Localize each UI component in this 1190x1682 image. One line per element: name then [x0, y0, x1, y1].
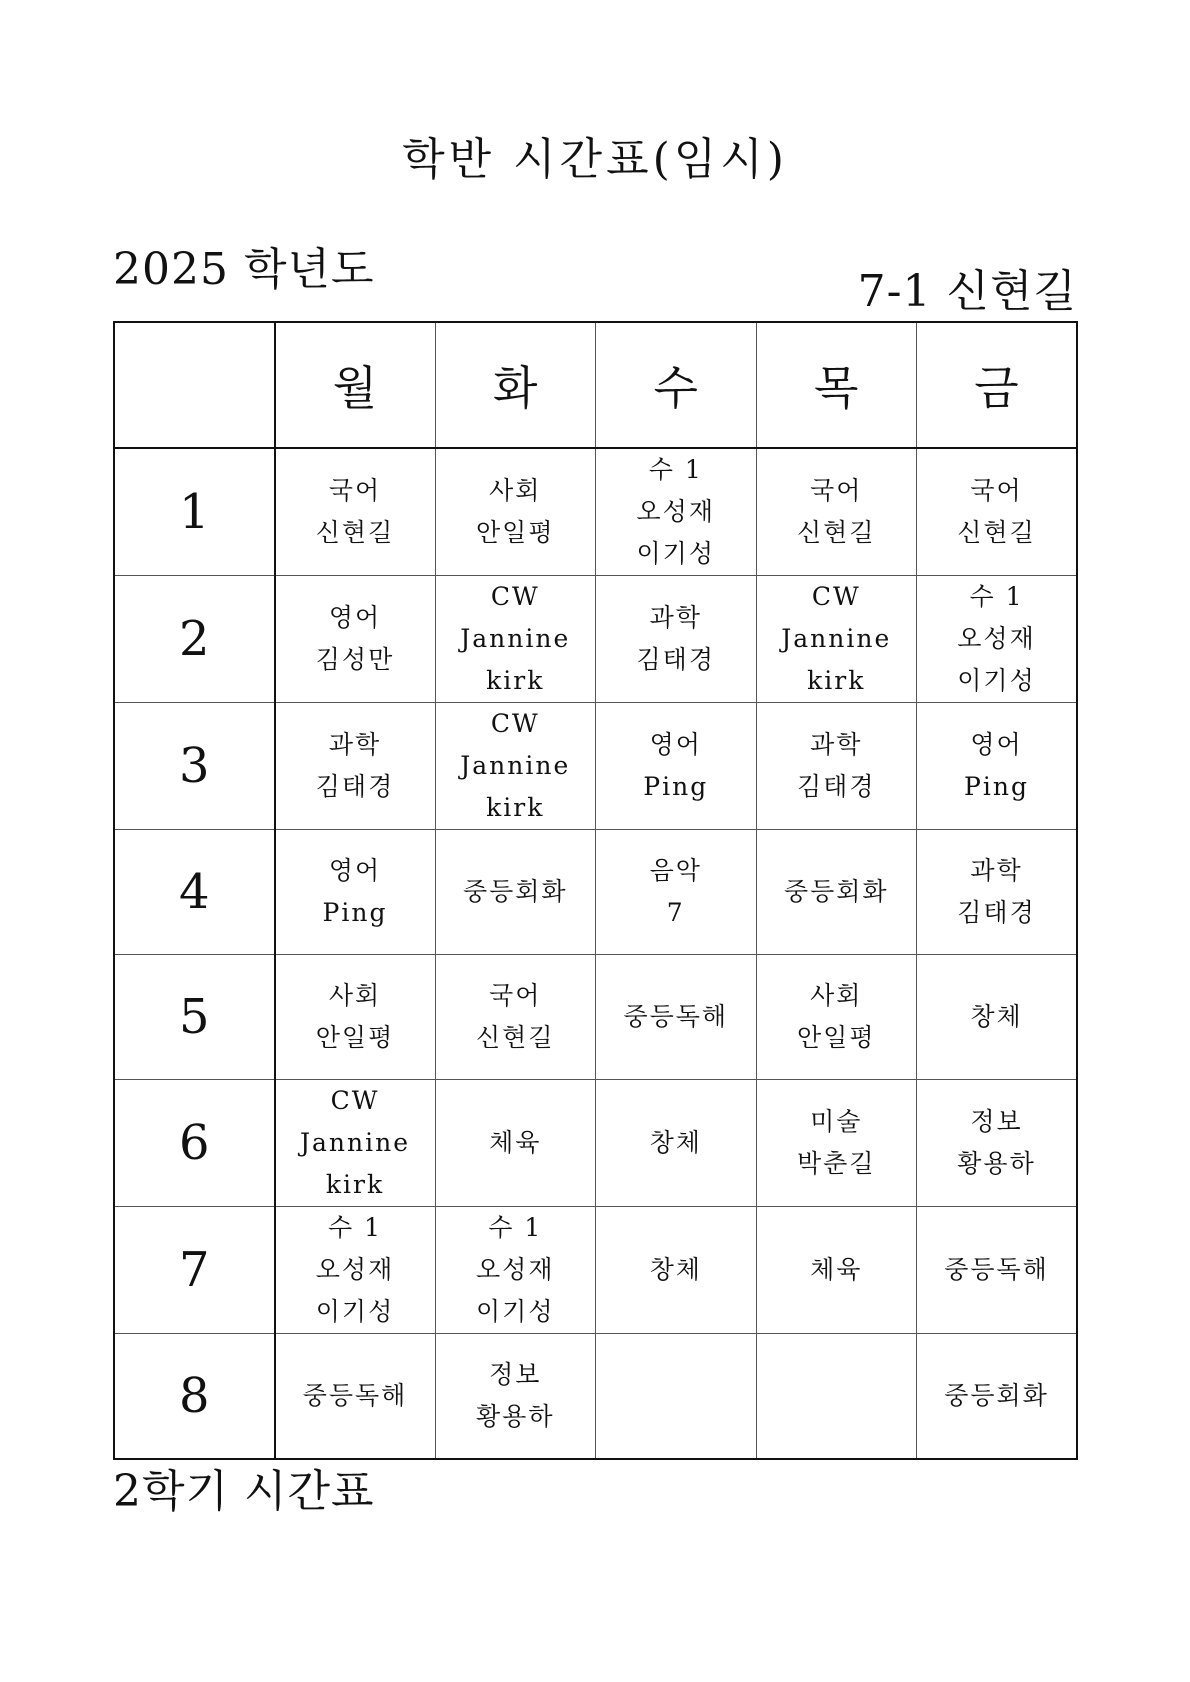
subject-label: 중등독해: [944, 1255, 1049, 1284]
class-cell: [917, 576, 1078, 703]
detail-label: Ping: [643, 772, 709, 801]
day-header: 화: [435, 322, 596, 448]
subject-label: 창체: [649, 1255, 702, 1284]
timetable-header-row: [114, 322, 1077, 448]
subject-label: 정보: [970, 1107, 1023, 1136]
subject-label: 사회: [489, 476, 542, 505]
subject-label: CW: [330, 1086, 380, 1115]
subject-label: 수 1: [327, 1213, 382, 1242]
subject-label: 국어: [810, 476, 863, 505]
class-cell: [917, 830, 1078, 955]
subject-label: 사회: [810, 981, 863, 1010]
detail-label: 오성재: [476, 1255, 555, 1284]
class-cell: [756, 955, 917, 1080]
detail-label: 황용하: [957, 1149, 1036, 1178]
detail-label: 7: [666, 898, 685, 927]
detail-label: 박춘길: [797, 1149, 876, 1178]
detail-label: Jannine: [460, 751, 571, 780]
class-cell: [596, 448, 757, 576]
subject-label: 중등회화: [783, 877, 889, 906]
period-row: [114, 1207, 1077, 1334]
detail-label: Ping: [964, 772, 1029, 801]
detail-label: 오성재: [315, 1255, 395, 1284]
period-row: [114, 703, 1077, 830]
subject-label: 영어: [970, 730, 1023, 759]
subject-label: CW: [811, 582, 861, 611]
period-number: 7: [114, 1207, 275, 1334]
detail-label: 김태경: [797, 772, 876, 801]
class-cell: [435, 1207, 596, 1334]
class-cell: [435, 955, 596, 1080]
class-cell: [596, 830, 757, 955]
detail-label: kirk: [807, 666, 866, 695]
subject-label: 수 1: [969, 582, 1024, 611]
period-number: 1: [114, 448, 275, 576]
subject-label: 수 1: [648, 455, 703, 484]
class-cell: [435, 703, 596, 830]
detail-label: Ping: [322, 898, 388, 927]
detail-label: 안일평: [315, 1023, 395, 1052]
subject-label: 체육: [489, 1128, 542, 1157]
subject-label: 영어: [649, 730, 702, 759]
class-cell: [756, 830, 917, 955]
detail-label: 이기성: [636, 539, 715, 568]
class-cell: [756, 448, 917, 576]
subject-label: 수 1: [488, 1213, 543, 1242]
period-number: 6: [114, 1080, 275, 1207]
period-number: 2: [114, 576, 275, 703]
detail-label: 이기성: [957, 666, 1036, 695]
detail-label: kirk: [486, 793, 545, 822]
document-title: 학반 시간표(임시): [402, 134, 788, 185]
detail-label: 김성만: [315, 645, 395, 674]
detail-label: 안일평: [797, 1023, 876, 1052]
detail-label: 신현길: [476, 1023, 555, 1052]
class-cell: [917, 1207, 1078, 1334]
subject-label: 체육: [810, 1255, 863, 1284]
class-cell: [596, 1207, 757, 1334]
subject-label: 국어: [489, 981, 542, 1010]
subject-label: 중등회화: [462, 877, 568, 906]
detail-label: Jannine: [460, 624, 571, 653]
subject-label: 과학: [649, 603, 702, 632]
detail-label: 신현길: [315, 518, 395, 547]
detail-label: kirk: [325, 1170, 385, 1199]
detail-label: 오성재: [636, 497, 715, 526]
class-cell: [435, 576, 596, 703]
class-cell: [275, 1080, 436, 1207]
subject-label: 영어: [328, 856, 382, 885]
class-cell: [275, 955, 436, 1080]
subject-label: 사회: [328, 981, 382, 1010]
subject-label: 영어: [328, 603, 382, 632]
detail-label: kirk: [486, 666, 545, 695]
class-cell: [917, 448, 1078, 576]
period-number: 8: [114, 1334, 275, 1460]
class-cell: [435, 1080, 596, 1207]
class-cell: [756, 576, 917, 703]
detail-label: Jannine: [781, 624, 892, 653]
class-cell: [435, 448, 596, 576]
detail-label: 신현길: [957, 518, 1036, 547]
class-cell: [275, 1207, 436, 1334]
period-row: [114, 448, 1077, 576]
subject-label: 창체: [649, 1128, 702, 1157]
class-cell: [596, 576, 757, 703]
school-year: 2025 학년도: [113, 244, 375, 295]
class-cell: [756, 703, 917, 830]
class-cell: [596, 1334, 757, 1460]
class-cell: [917, 703, 1078, 830]
day-header: 월: [275, 322, 436, 448]
subject-label: 국어: [328, 476, 382, 505]
period-number: 5: [114, 955, 275, 1080]
period-row: [114, 830, 1077, 955]
day-header: 목: [756, 322, 917, 448]
class-cell: [756, 1080, 917, 1207]
period-number: 4: [114, 830, 275, 955]
class-cell: [596, 1080, 757, 1207]
subject-label: 정보: [489, 1360, 542, 1389]
class-cell: [596, 955, 757, 1080]
detail-label: 김태경: [957, 898, 1036, 927]
detail-label: 신현길: [797, 518, 876, 547]
subject-label: 과학: [810, 730, 863, 759]
detail-label: 이기성: [315, 1297, 395, 1326]
class-cell: [275, 448, 436, 576]
detail-label: 오성재: [957, 624, 1036, 653]
class-cell: [275, 1334, 436, 1460]
corner-cell: [114, 322, 275, 448]
period-row: [114, 1334, 1077, 1460]
class-cell: [435, 830, 596, 955]
subject-label: 음악: [649, 856, 702, 885]
period-row: [114, 955, 1077, 1080]
detail-label: 이기성: [476, 1297, 555, 1326]
class-cell: [756, 1334, 917, 1460]
subject-label: 과학: [328, 730, 382, 759]
detail-label: 안일평: [476, 518, 555, 547]
detail-label: 김태경: [636, 645, 715, 674]
subject-label: 중등회화: [944, 1381, 1049, 1410]
subject-label: CW: [490, 709, 540, 738]
subject-label: CW: [490, 582, 540, 611]
class-cell: [275, 576, 436, 703]
period-row: [114, 576, 1077, 703]
class-cell: [917, 1080, 1078, 1207]
detail-label: Jannine: [299, 1128, 411, 1157]
class-cell: [275, 703, 436, 830]
class-cell: [917, 1334, 1078, 1460]
subject-label: 과학: [970, 856, 1023, 885]
class-cell: [275, 830, 436, 955]
detail-label: 김태경: [315, 772, 395, 801]
class-cell: [756, 1207, 917, 1334]
period-row: [114, 1080, 1077, 1207]
day-header: 수: [596, 322, 757, 448]
day-header: 금: [917, 322, 1078, 448]
class-info: 7-1 신현길: [857, 266, 1077, 317]
timetable: [113, 321, 1078, 1460]
class-cell: [596, 703, 757, 830]
class-cell: [917, 955, 1078, 1080]
subject-label: 중등독해: [302, 1381, 408, 1410]
detail-label: 황용하: [476, 1402, 555, 1431]
subject-label: 중등독해: [623, 1002, 729, 1031]
subject-label: 창체: [970, 1002, 1023, 1031]
subject-label: 미술: [810, 1107, 863, 1136]
class-cell: [435, 1334, 596, 1460]
period-number: 3: [114, 703, 275, 830]
subject-label: 국어: [970, 476, 1023, 505]
semester-note: 2학기 시간표: [113, 1466, 375, 1517]
